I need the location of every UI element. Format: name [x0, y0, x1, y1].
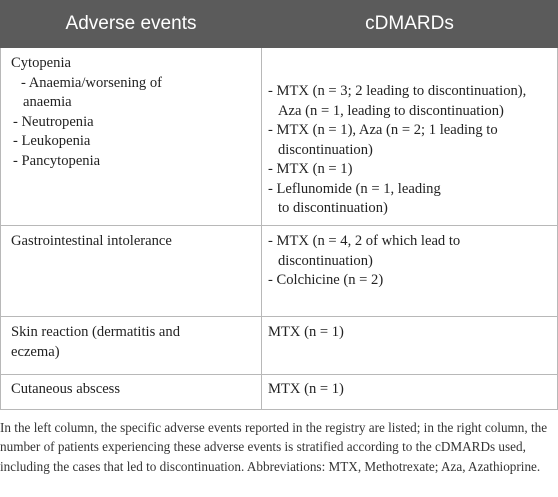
- drugs-cell: [262, 48, 558, 226]
- table-header-row: [1, 1, 558, 48]
- header-cdmards: cDMARDs: [262, 1, 558, 48]
- event-item-line: anaemia: [23, 94, 72, 110]
- event-title: Skin reaction (dermatitis and: [11, 324, 180, 340]
- drug-line: MTX (n = 1): [268, 381, 344, 397]
- drug-line: - MTX (n = 1): [268, 161, 353, 177]
- table-footnote: In the left column, the specific adverse events reported in the registry are listed; in the right column, the number of patients experiencing these adverse events is stratified according to the cDMARDs used, including the cases that led to discontinuation. Abbreviations: MTX, Methotrexate; Aza, Azathioprine.: [0, 420, 548, 474]
- table-row: [1, 375, 558, 410]
- events-cell: [1, 48, 262, 226]
- event-title: Cytopenia: [11, 55, 71, 71]
- event-title: Cutaneous abscess: [11, 381, 121, 397]
- drug-line: - MTX (n = 4, 2 of which lead to: [268, 233, 461, 249]
- drug-line: MTX (n = 1): [268, 324, 344, 340]
- drug-line: - Leflunomide (n = 1, leading: [268, 180, 441, 197]
- event-item: [11, 74, 253, 113]
- drug-line: - Colchicine (n = 2): [268, 272, 384, 288]
- event-item: - Leukopenia: [13, 133, 91, 149]
- events-cell: [1, 317, 262, 375]
- drug-line: - MTX (n = 3; 2 leading to discontinuation),: [268, 83, 527, 99]
- event-title: eczema): [11, 343, 60, 360]
- drugs-cell: [262, 226, 558, 317]
- header-adverse-events: Adverse events: [1, 1, 262, 48]
- event-title: Gastrointestinal intolerance: [11, 233, 172, 249]
- drugs-cell: [262, 317, 558, 375]
- event-item-line: - Anaemia/worsening of: [21, 74, 163, 91]
- table-row: [1, 226, 558, 317]
- drug-line: to discontinuation): [278, 200, 388, 216]
- spacer: [268, 54, 549, 82]
- drug-line: discontinuation): [278, 141, 373, 158]
- event-item: - Pancytopenia: [13, 152, 101, 169]
- event-item: - Neutropenia: [13, 113, 94, 130]
- table-row: [1, 317, 558, 375]
- drug-line: Aza (n = 1, leading to discontinuation): [278, 102, 504, 119]
- table-row: [1, 48, 558, 226]
- drug-line: discontinuation): [278, 252, 373, 269]
- events-cell: [1, 226, 262, 317]
- events-cell: [1, 375, 262, 410]
- drugs-cell: [262, 375, 558, 410]
- drug-line: - MTX (n = 1), Aza (n = 2; 1 leading to: [268, 122, 498, 138]
